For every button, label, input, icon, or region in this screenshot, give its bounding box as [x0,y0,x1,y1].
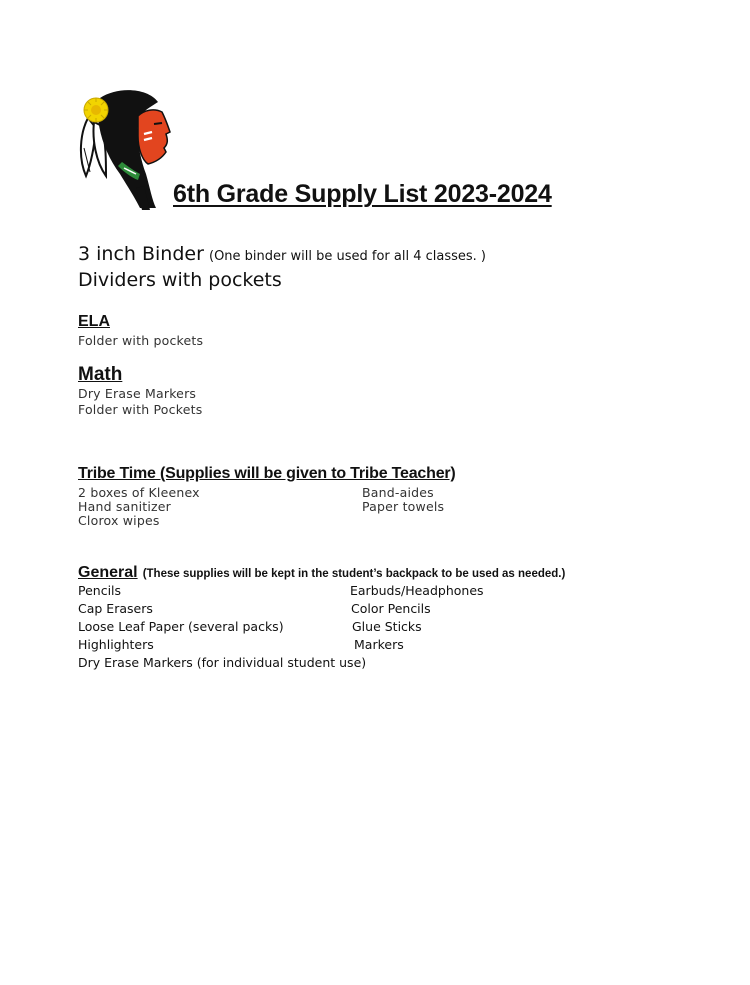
list-item: Loose Leaf Paper (several packs) [78,619,284,634]
list-item: Pencils [78,583,122,598]
list-item: Glue Sticks [352,619,422,634]
page-title: 6th Grade Supply List 2023-2024 [173,180,552,208]
binder-note: (One binder will be used for all 4 classes. ) [209,249,486,264]
list-item: 2 boxes of Kleenex [78,485,200,500]
list-item: Hand sanitizer [78,499,172,514]
list-item: Dry Erase Markers (for individual student use) [78,655,367,670]
list-item: Cap Erasers [78,601,153,616]
general-heading: General [78,564,138,581]
list-item: Band-aides [362,485,434,500]
list-item: Paper towels [362,499,445,514]
list-item: Color Pencils [351,601,431,616]
tribe-time-heading: Tribe Time (Supplies will be given to Tribe Teacher) [78,465,456,482]
native-chief-mascot-logo-icon [78,88,178,210]
dividers-item: Dividers with pockets [78,269,282,291]
list-item: Clorox wipes [78,513,160,528]
binder-line [78,243,486,265]
math-heading: Math [78,364,123,385]
list-item: Highlighters [78,637,154,652]
list-item: Folder with Pockets [78,402,203,417]
list-item: Markers [354,637,404,652]
list-item: Folder with pockets [78,333,204,348]
general-heading-line [78,562,565,582]
binder-item: 3 inch Binder [78,243,204,265]
list-item: Earbuds/Headphones [350,583,484,598]
ela-heading: ELA [78,313,110,330]
list-item: Dry Erase Markers [78,386,197,401]
general-note: (These supplies will be kept in the student’s backpack to be used as needed.) [142,568,566,580]
